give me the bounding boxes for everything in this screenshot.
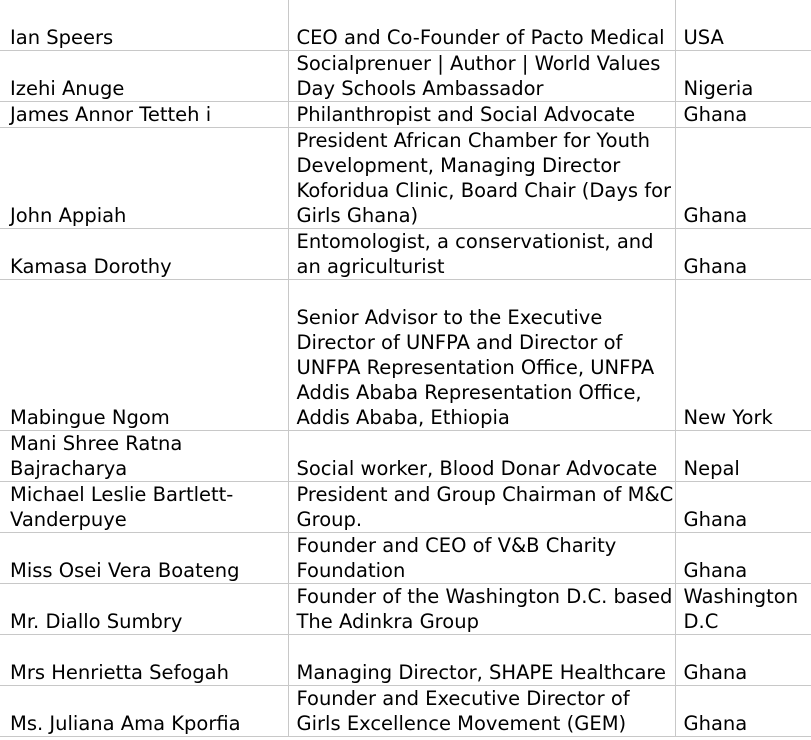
- location-cell: Ghana: [675, 102, 811, 128]
- location-cell: Washington D.C: [675, 584, 811, 635]
- title-cell: President African Chamber for Youth Development, Managing Director Koforidua Clinic, Board Chair (Days for Girls Ghana): [288, 128, 675, 229]
- table-row: [0, 51, 811, 102]
- location-cell: Ghana: [675, 686, 811, 737]
- name-cell: Ian Speers: [0, 0, 288, 51]
- name-cell: Kamasa Dorothy: [0, 229, 288, 280]
- table-row: [0, 482, 811, 533]
- location-cell: Ghana: [675, 229, 811, 280]
- location-cell: Ghana: [675, 533, 811, 584]
- name-cell: Mabingue Ngom: [0, 280, 288, 431]
- table-row: [0, 0, 811, 51]
- name-cell: Michael Leslie Bartlett-Vanderpuye: [0, 482, 288, 533]
- table-row: [0, 128, 811, 229]
- table-row: [0, 584, 811, 635]
- name-cell: John Appiah: [0, 128, 288, 229]
- location-cell: Nigeria: [675, 51, 811, 102]
- title-cell: Social worker, Blood Donar Advocate: [288, 431, 675, 482]
- name-cell: Miss Osei Vera Boateng: [0, 533, 288, 584]
- title-cell: Socialprenuer | Author | World Values Day Schools Ambassador: [288, 51, 675, 102]
- location-cell: Ghana: [675, 482, 811, 533]
- title-cell: President and Group Chairman of M&C Group.: [288, 482, 675, 533]
- title-cell: Founder and CEO of V&B Charity Foundation: [288, 533, 675, 584]
- location-cell: Ghana: [675, 128, 811, 229]
- name-cell: James Annor Tetteh i: [0, 102, 288, 128]
- name-cell: Mr. Diallo Sumbry: [0, 584, 288, 635]
- title-cell: Managing Director, SHAPE Healthcare: [288, 635, 675, 686]
- location-cell: Nepal: [675, 431, 811, 482]
- table-row: [0, 431, 811, 482]
- title-cell: Founder of the Washington D.C. based The Adinkra Group: [288, 584, 675, 635]
- table-row: [0, 686, 811, 737]
- title-cell: Philanthropist and Social Advocate: [288, 102, 675, 128]
- location-cell: USA: [675, 0, 811, 51]
- location-cell: Ghana: [675, 635, 811, 686]
- title-cell: Senior Advisor to the Executive Director of UNFPA and Director of UNFPA Representation Office, UNFPA Addis Ababa Representation Office, Addis Ababa, Ethiopia: [288, 280, 675, 431]
- name-cell: Mrs Henrietta Sefogah: [0, 635, 288, 686]
- location-cell: New York: [675, 280, 811, 431]
- title-cell: Founder and Executive Director of Girls Excellence Movement (GEM): [288, 686, 675, 737]
- title-cell: Entomologist, a conservationist, and an agriculturist: [288, 229, 675, 280]
- name-cell: Izehi Anuge: [0, 51, 288, 102]
- table-row: [0, 635, 811, 686]
- table-row: [0, 533, 811, 584]
- table-row: [0, 102, 811, 128]
- table-row: [0, 280, 811, 431]
- name-cell: Ms. Juliana Ama Kporfia: [0, 686, 288, 737]
- name-cell: Mani Shree Ratna Bajracharya: [0, 431, 288, 482]
- table-row: [0, 229, 811, 280]
- title-cell: CEO and Co-Founder of Pacto Medical: [288, 0, 675, 51]
